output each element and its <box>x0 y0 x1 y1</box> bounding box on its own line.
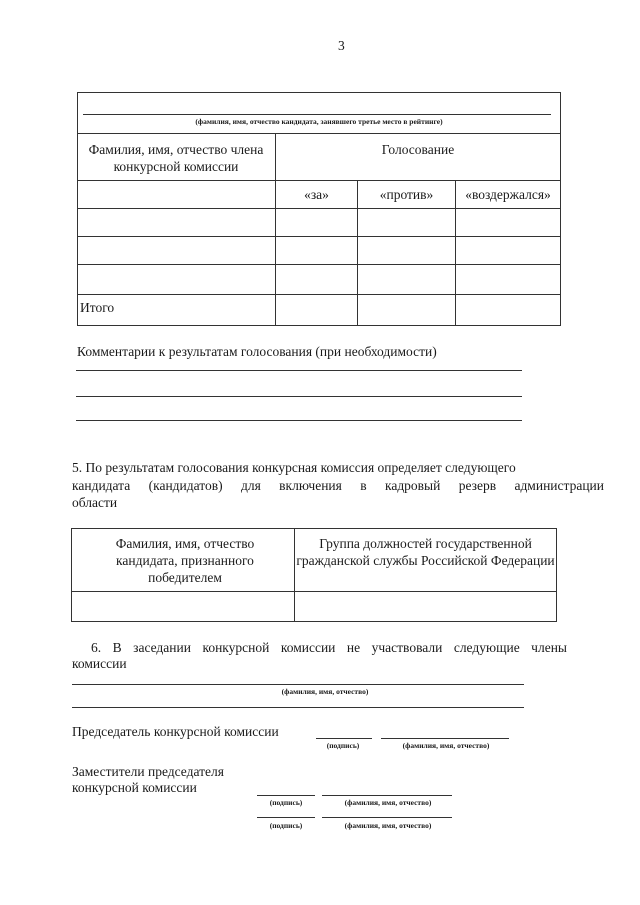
absent-caption: (фамилия, имя, отчество) <box>281 687 369 696</box>
signature-line <box>257 817 315 818</box>
chairman-label: Председатель конкурсной комиссии <box>72 724 279 739</box>
vote-for-header: «за» <box>304 187 329 202</box>
name-caption: (фамилия, имя, отчество) <box>402 741 490 750</box>
section6-line1: 6. В заседании конкурсной комиссии не участвовали следующие члены <box>91 640 567 655</box>
section5-line1: 5. По результатам голосования конкурсная комиссия определяет следующего <box>72 460 516 475</box>
comment-line <box>76 396 522 397</box>
deputy-label-line1: Заместители председателя <box>72 764 224 779</box>
vote-against-header: «против» <box>379 187 434 202</box>
name-line <box>322 795 452 796</box>
comment-line <box>76 370 522 371</box>
name-line <box>322 817 452 818</box>
comments-label: Комментарии к результатам голосования (при необходимости) <box>77 344 437 359</box>
winner-name-header: Фамилия, имя, отчество кандидата, признанного победителем <box>115 536 255 585</box>
position-group-header: Группа должностей государственной гражданской службы Российской Федерации <box>296 536 555 568</box>
signature-line <box>257 795 315 796</box>
absent-members-line <box>72 684 524 685</box>
section5-line2: кандидата (кандидатов) для включения в кадровый резерв администрации <box>72 478 604 493</box>
name-caption: (фамилия, имя, отчество) <box>344 821 432 830</box>
sign-caption: (подпись) <box>269 798 303 807</box>
sign-caption: (подпись) <box>326 741 360 750</box>
page-number: 3 <box>338 38 345 53</box>
deputy-label-line2: конкурсной комиссии <box>72 780 197 795</box>
sign-caption: (подпись) <box>269 821 303 830</box>
candidate-caption: (фамилия, имя, отчество кандидата, занявшего третье место в рейтинге) <box>195 117 443 126</box>
comment-line <box>76 420 522 421</box>
signature-line <box>316 738 372 739</box>
section5-line3: области <box>72 495 118 510</box>
member-name-header: Фамилия, имя, отчество члена конкурсной комиссии <box>88 142 264 174</box>
name-line <box>381 738 509 739</box>
vote-abstain-header: «воздержался» <box>465 187 551 202</box>
total-label: Итого <box>80 300 115 315</box>
name-caption: (фамилия, имя, отчество) <box>344 798 432 807</box>
voting-header: Голосование <box>381 142 455 157</box>
absent-members-line <box>72 707 524 708</box>
section6-line2: комиссии <box>72 656 127 671</box>
